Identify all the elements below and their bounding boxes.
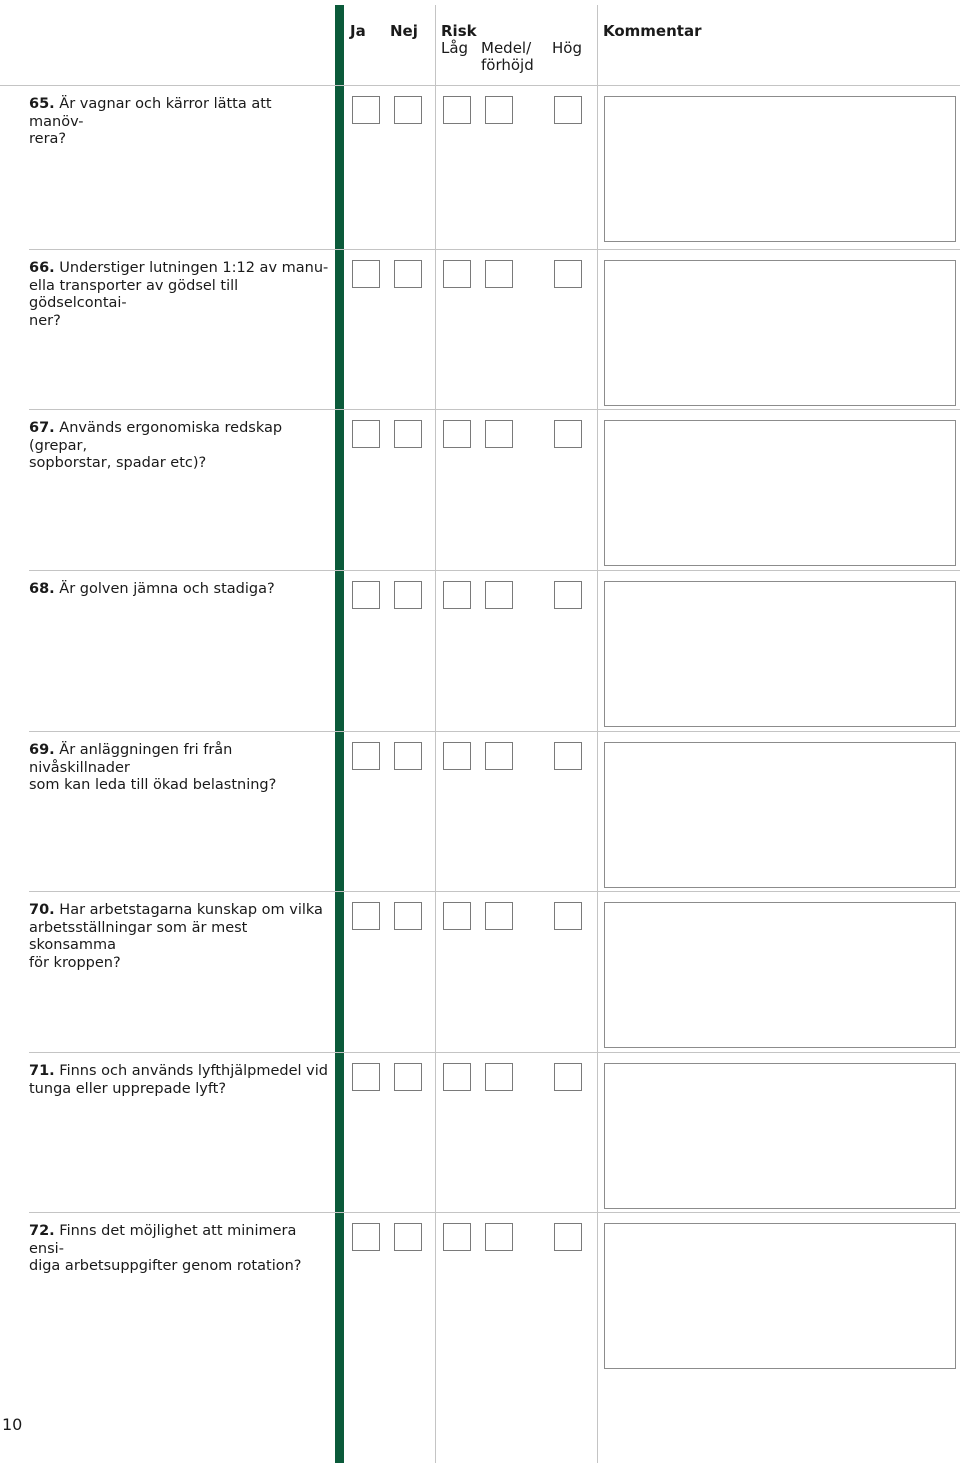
- question-text: [29, 902, 329, 972]
- header-risk: Risk: [441, 22, 477, 40]
- checkbox-risk-lag[interactable]: [443, 1063, 471, 1091]
- checkbox-risk-lag[interactable]: [443, 260, 471, 288]
- checkbox-nej[interactable]: [394, 742, 422, 770]
- checkbox-risk-lag[interactable]: [443, 1223, 471, 1251]
- header-hog: Hög: [552, 39, 582, 57]
- comment-box[interactable]: [604, 260, 956, 406]
- checkbox-risk-medel[interactable]: [485, 420, 513, 448]
- checkbox-risk-hog[interactable]: [554, 581, 582, 609]
- checkbox-risk-medel[interactable]: [485, 1063, 513, 1091]
- question-text: [29, 96, 329, 149]
- checkbox-ja[interactable]: [352, 1223, 380, 1251]
- header-ja: Ja: [350, 22, 366, 40]
- row-divider: [29, 731, 960, 732]
- question-text: [29, 1063, 329, 1098]
- question-number: 69.: [29, 742, 55, 758]
- checkbox-risk-medel[interactable]: [485, 742, 513, 770]
- checkbox-risk-lag[interactable]: [443, 742, 471, 770]
- checkbox-risk-lag[interactable]: [443, 420, 471, 448]
- question-number: 71.: [29, 1063, 55, 1079]
- question-line: Finns det möjlighet att minimera ensi-: [29, 1223, 297, 1257]
- checkbox-risk-hog[interactable]: [554, 902, 582, 930]
- question-number: 72.: [29, 1223, 55, 1239]
- accent-bar: [335, 5, 344, 1463]
- comment-box[interactable]: [604, 742, 956, 888]
- question-line: rera?: [29, 131, 67, 147]
- header-nej: Nej: [390, 22, 418, 40]
- question-text: [29, 742, 329, 795]
- header-lag: Låg: [441, 39, 469, 57]
- question-line: Används ergonomiska redskap (grepar,: [29, 420, 283, 454]
- question-number: 68.: [29, 581, 55, 597]
- question-line: diga arbetsuppgifter genom rotation?: [29, 1258, 302, 1274]
- question-line: Har arbetstagarna kunskap om vilka: [59, 902, 323, 918]
- checkbox-risk-lag[interactable]: [443, 581, 471, 609]
- question-text: [29, 260, 329, 330]
- question-line: tunga eller upprepade lyft?: [29, 1080, 227, 1097]
- checkbox-risk-medel[interactable]: [485, 581, 513, 609]
- checkbox-risk-medel[interactable]: [485, 902, 513, 930]
- checkbox-ja[interactable]: [352, 420, 380, 448]
- question-line: Är vagnar och kärror lätta att manöv-: [29, 96, 272, 130]
- question-line: Är anläggningen fri från nivåskillnader: [29, 742, 233, 776]
- checkbox-nej[interactable]: [394, 96, 422, 124]
- row-divider: [0, 85, 960, 86]
- checkbox-risk-hog[interactable]: [554, 260, 582, 288]
- checkbox-nej[interactable]: [394, 902, 422, 930]
- row-divider: [29, 570, 960, 571]
- column-divider-risk: [435, 5, 436, 1463]
- comment-box[interactable]: [604, 96, 956, 242]
- checkbox-nej[interactable]: [394, 1223, 422, 1251]
- page-number: 10: [2, 1415, 23, 1434]
- comment-box[interactable]: [604, 420, 956, 566]
- question-number: 67.: [29, 420, 55, 436]
- header-kommentar: Kommentar: [603, 22, 702, 40]
- question-line: sopborstar, spadar etc)?: [29, 455, 207, 471]
- question-line: för kroppen?: [29, 954, 121, 971]
- checkbox-ja[interactable]: [352, 581, 380, 609]
- question-line: Understiger lutningen 1:12 av manu-: [59, 260, 329, 276]
- checkbox-risk-hog[interactable]: [554, 742, 582, 770]
- checkbox-nej[interactable]: [394, 420, 422, 448]
- checkbox-risk-medel[interactable]: [485, 96, 513, 124]
- checkbox-risk-medel[interactable]: [485, 260, 513, 288]
- comment-box[interactable]: [604, 902, 956, 1048]
- checkbox-risk-hog[interactable]: [554, 1223, 582, 1251]
- checkbox-ja[interactable]: [352, 260, 380, 288]
- question-number: 66.: [29, 260, 55, 276]
- checkbox-ja[interactable]: [352, 96, 380, 124]
- checkbox-risk-hog[interactable]: [554, 96, 582, 124]
- comment-box[interactable]: [604, 1063, 956, 1209]
- question-line: arbetsställningar som är mest skonsamma: [29, 919, 248, 953]
- question-line: ner?: [29, 312, 61, 329]
- column-divider-comment: [597, 5, 598, 1463]
- question-number: 65.: [29, 96, 55, 112]
- question-line: Finns och används lyfthjälpmedel vid: [59, 1063, 328, 1079]
- row-divider: [29, 891, 960, 892]
- question-number: 70.: [29, 902, 55, 918]
- checkbox-nej[interactable]: [394, 1063, 422, 1091]
- row-divider: [29, 409, 960, 410]
- checkbox-risk-hog[interactable]: [554, 1063, 582, 1091]
- checkbox-nej[interactable]: [394, 581, 422, 609]
- question-text: [29, 1223, 329, 1276]
- question-line: ella transporter av gödsel till gödselcontai-: [29, 277, 239, 311]
- question-text: [29, 581, 329, 599]
- header-medel: Medel/: [481, 39, 532, 57]
- checkbox-ja[interactable]: [352, 1063, 380, 1091]
- checkbox-risk-lag[interactable]: [443, 902, 471, 930]
- row-divider: [29, 1052, 960, 1053]
- question-line: Är golven jämna och stadiga?: [59, 581, 275, 597]
- comment-box[interactable]: [604, 1223, 956, 1369]
- question-line: som kan leda till ökad belastning?: [29, 777, 277, 793]
- row-divider: [29, 249, 960, 250]
- row-divider: [29, 1212, 960, 1213]
- header-forhojd: förhöjd: [481, 56, 534, 74]
- checkbox-nej[interactable]: [394, 260, 422, 288]
- checkbox-risk-lag[interactable]: [443, 96, 471, 124]
- checkbox-risk-medel[interactable]: [485, 1223, 513, 1251]
- checkbox-ja[interactable]: [352, 742, 380, 770]
- checkbox-ja[interactable]: [352, 902, 380, 930]
- checkbox-risk-hog[interactable]: [554, 420, 582, 448]
- comment-box[interactable]: [604, 581, 956, 727]
- question-text: [29, 420, 329, 473]
